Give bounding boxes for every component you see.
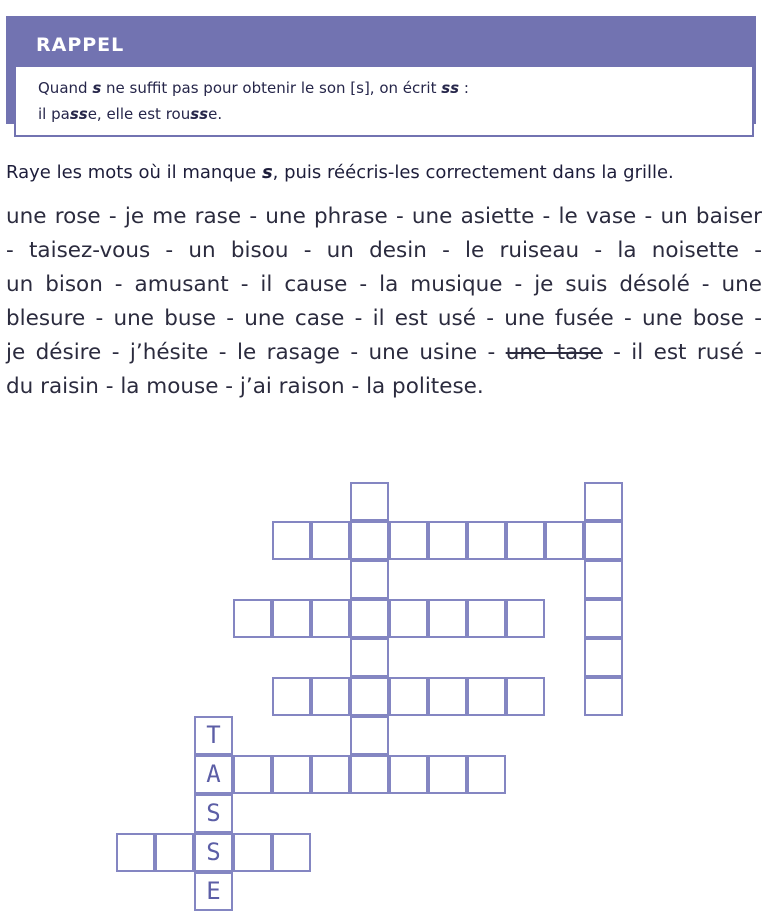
grid-cell[interactable]	[584, 521, 623, 560]
grid-cell[interactable]	[311, 677, 350, 716]
grid-cell[interactable]	[467, 599, 506, 638]
grid-cell[interactable]	[272, 833, 311, 872]
grid-cell[interactable]	[389, 755, 428, 794]
grid-cell[interactable]	[506, 599, 545, 638]
example-text: e, elle est rou	[87, 105, 191, 123]
grid-cell[interactable]	[272, 599, 311, 638]
grid-cell[interactable]	[311, 599, 350, 638]
grid-cell-filled[interactable]: E	[194, 872, 233, 911]
grid-cell[interactable]	[350, 638, 389, 677]
grid-cell[interactable]	[116, 833, 155, 872]
grid-cell[interactable]	[389, 677, 428, 716]
grid-cell-filled[interactable]: A	[194, 755, 233, 794]
grid-cell[interactable]	[389, 521, 428, 560]
grid-cell[interactable]	[350, 716, 389, 755]
grid-cell[interactable]	[350, 755, 389, 794]
grid-cell[interactable]	[350, 521, 389, 560]
rule-letters-ss: ss	[441, 79, 460, 97]
grid-cell[interactable]	[506, 677, 545, 716]
grid-cell-filled[interactable]: S	[194, 833, 233, 872]
instruction-letter: s	[261, 162, 273, 183]
instruction-text: Raye les mots où il manque	[6, 162, 262, 183]
rule-letter-s: s	[92, 79, 102, 97]
grid-cell[interactable]	[155, 833, 194, 872]
grid-cell[interactable]	[584, 560, 623, 599]
grid-cell[interactable]	[389, 599, 428, 638]
grid-cell[interactable]	[467, 755, 506, 794]
rule-text: Quand	[38, 79, 93, 97]
grid-cell[interactable]	[584, 599, 623, 638]
grid-cell[interactable]	[428, 677, 467, 716]
rappel-title: RAPPEL	[36, 34, 125, 56]
example-ss: ss	[69, 105, 88, 123]
grid-cell[interactable]	[584, 638, 623, 677]
grid-cell[interactable]	[467, 521, 506, 560]
example-text: e.	[208, 105, 223, 123]
grid-cell[interactable]	[506, 521, 545, 560]
grid-cell[interactable]	[467, 677, 506, 716]
rule-text: ne suffit pas pour obtenir le son [s], on écrit	[101, 79, 442, 97]
grid-cell[interactable]	[545, 521, 584, 560]
grid-cell[interactable]	[311, 521, 350, 560]
grid-cell[interactable]	[272, 677, 311, 716]
grid-cell-filled[interactable]: S	[194, 794, 233, 833]
instruction-text: , puis réécris-les correctement dans la grille.	[272, 162, 674, 183]
example-text: il pa	[38, 105, 70, 123]
grid-cell[interactable]	[272, 521, 311, 560]
example-ss: ss	[190, 105, 209, 123]
word-line-3: un bison - amusant - il cause - la musique - je suis désolé - une	[6, 272, 762, 297]
grid-cell[interactable]	[350, 560, 389, 599]
grid-cell[interactable]	[428, 755, 467, 794]
word-text: je désire - j’hésite - le rasage - une usine -	[6, 340, 506, 365]
grid-cell-filled[interactable]: T	[194, 716, 233, 755]
grid-cell[interactable]	[233, 599, 272, 638]
grid-cell[interactable]	[233, 755, 272, 794]
grid-cell[interactable]	[428, 521, 467, 560]
grid-cell[interactable]	[584, 482, 623, 521]
grid-cell[interactable]	[233, 833, 272, 872]
word-text: - il est rusé -	[602, 340, 762, 365]
grid-cell[interactable]	[350, 677, 389, 716]
rule-text: :	[459, 79, 469, 97]
word-line-1: une rose - je me rase - une phrase - une asiette - le vase - un baiser	[6, 204, 762, 229]
grid-cell[interactable]	[311, 755, 350, 794]
grid-cell[interactable]	[584, 677, 623, 716]
word-line-4: blesure - une buse - une case - il est usé - une fusée - une bose -	[6, 306, 762, 331]
grid-cell[interactable]	[272, 755, 311, 794]
grid-cell[interactable]	[350, 599, 389, 638]
word-line-2: - taisez-vous - un bisou - un desin - le ruiseau - la noisette -	[6, 238, 762, 263]
struck-word-example[interactable]: une tase	[505, 340, 603, 365]
word-line-6: du raisin - la mouse - j’ai raison - la politese.	[6, 374, 484, 399]
grid-cell[interactable]	[428, 599, 467, 638]
grid-cell[interactable]	[350, 482, 389, 521]
